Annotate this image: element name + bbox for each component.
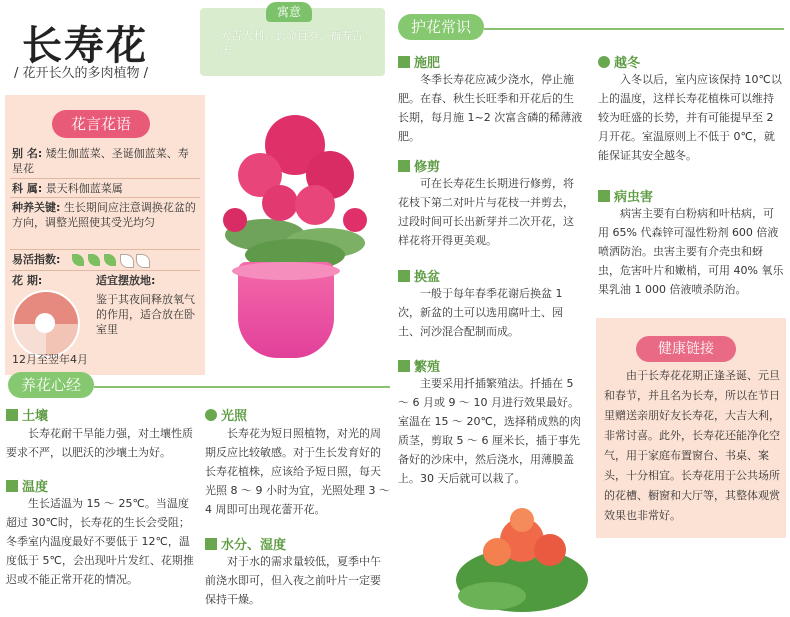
placement-row <box>96 273 155 288</box>
family-label: 科 属: <box>12 182 43 195</box>
divider <box>10 249 200 250</box>
page-subtitle: / 花开长久的多肉植物 / <box>14 66 149 81</box>
family-row <box>12 181 197 196</box>
divider <box>10 270 200 271</box>
tips-header: 护花常识 <box>398 14 484 40</box>
key-value: 生长期间应注意调换花盆的方向，调整光照使其受光均匀 <box>12 201 196 229</box>
difficulty-row <box>12 252 60 267</box>
page-title: 长寿花 <box>22 23 148 69</box>
prop-text: 主要采用扦插繁殖法。扦插在 5 ～ 6 月或 9 ～ 10 月进行效果最好。室温在 15 ～ 20℃，选择稍成熟的肉质茎，剪取 5 ～ 6 厘米长，插于事先备好的沙床中，然后浇水，用薄膜盖上。30 天后就可以栽了。 <box>398 377 581 485</box>
placement-label: 适宜摆放地: <box>96 274 156 287</box>
soil-title: 土壤 <box>6 405 48 424</box>
family-value: 景天科伽蓝菜属 <box>45 182 123 195</box>
pest-title: 病虫害 <box>598 186 653 205</box>
thermometer-icon <box>6 480 18 492</box>
repot-text: 一般于每年春季花谢后换盆 1 次，新盆的土可以选用腐叶土、园土、河沙混合配制而成。 <box>398 287 563 338</box>
pest-text: 病害主要有白粉病和叶枯病，可用 65% 代森锌可湿性粉剂 600 倍液喷洒防治。虫害主要有介壳虫和蚜虫，危害叶片和嫩梢，可用 40% 氧乐果乳油 1 000 倍液喷杀防治。 <box>598 207 784 296</box>
fert-title: 施肥 <box>398 52 440 71</box>
scissors-icon <box>398 160 410 172</box>
difficulty-leaf-icon <box>120 254 134 268</box>
bloom-row <box>12 273 42 288</box>
soil-icon <box>6 409 18 421</box>
prune-title: 修剪 <box>398 156 440 175</box>
soil-text: 长寿花耐干旱能力强，对土壤性质要求不严，以肥沃的沙壤土为好。 <box>6 427 193 459</box>
sun-icon <box>205 409 217 421</box>
health-text: 由于长寿花花期正逢圣诞、元旦和春节，并且名为长寿，所以在节日里赠送亲朋好友长寿花，大吉大利，非常讨喜。此外，长寿花还能净化空气，用于家庭布置窗台、书桌、案头，十分相宜。长寿花用于公共场所的花槽、橱窗和大厅等，其整体观赏效果也非常好。 <box>604 369 780 522</box>
water-drop-icon <box>205 538 217 550</box>
placement-value: 鉴于其夜间释放氧气的作用，适合放在卧室里 <box>96 293 195 336</box>
key-label: 种养关键: <box>12 201 61 214</box>
temp-title: 温度 <box>6 476 48 495</box>
light-text: 长寿花为短日照植物，对光的周期反应比较敏感。对于生长发育好的长寿花植株，应该给予短日照，每天光照 8 ～ 9 小时为宜，光照处理 3 ～ 4 周即可出现花蕾开花。 <box>205 427 390 516</box>
fert-text: 冬季长寿花应减少浇水，停止施肥。在春、秋生长旺季和开花后的生长期，每月施 1~2 次富含磷的稀薄液肥。 <box>398 73 583 143</box>
vine-divider <box>94 386 390 388</box>
fertilizer-icon <box>398 56 410 68</box>
alias-row <box>12 146 197 176</box>
pot-icon <box>398 270 410 282</box>
water-title: 水分、湿度 <box>205 534 286 553</box>
water-text: 对于水的需求量较低，夏季中午前浇水即可，但入夜之前叶片一定要保持干燥。 <box>205 555 381 606</box>
health-heading: 健康链接 <box>636 336 736 362</box>
vine-divider <box>484 28 784 30</box>
winter-text: 入冬以后，室内应该保持 10℃以上的温度，这样长寿花植株可以维持较为旺盛的长势，并有可能提早至 2 月开花。室温原则上不低于 0℃，就能保证其安全越冬。 <box>598 73 782 162</box>
kalanchoe-orange-photo <box>452 500 592 612</box>
meaning-text: 大吉大利、长命百岁、福寿吉庆。 <box>220 29 363 57</box>
bloom-label: 花 期: <box>12 274 43 287</box>
prop-title: 繁殖 <box>398 356 440 375</box>
alias-value: 矮生伽蓝菜、圣诞伽蓝菜、寿星花 <box>12 147 189 175</box>
difficulty-label: 易活指数: <box>12 253 61 266</box>
flower-pot-rim <box>232 262 340 280</box>
difficulty-leaf-icon <box>136 254 150 268</box>
temp-text: 生长适温为 15 ～ 25℃。当温度超过 30℃时，长寿花的生长会受阻；冬季室内温度最好不要低于 12℃，温度低于 5℃，会出现叶片发红、花期推迟或不能正常开花的情况。 <box>6 497 194 586</box>
alias-label: 别 名: <box>12 147 43 160</box>
sprout-icon <box>398 360 410 372</box>
prune-text: 可在长寿花生长期进行修剪，将花枝下第二对叶片与花枝一并剪去，过段时间可长出新芽并二次开花，这样花将开得更美观。 <box>398 177 574 247</box>
light-title: 光照 <box>205 405 247 424</box>
flower-language-heading: 花言花语 <box>52 110 150 138</box>
meaning-tag: 寓意 <box>266 2 312 22</box>
winter-title: 越冬 <box>598 52 640 71</box>
bloom-clock-center <box>35 313 55 333</box>
divider <box>10 178 200 179</box>
repot-title: 换盆 <box>398 266 440 285</box>
bug-icon <box>598 190 610 202</box>
key-row <box>12 200 197 230</box>
divider <box>10 197 200 198</box>
care-header: 养花心经 <box>8 372 94 398</box>
snowflake-icon <box>598 56 610 68</box>
bloom-period: 12月至翌年4月 <box>12 353 88 366</box>
